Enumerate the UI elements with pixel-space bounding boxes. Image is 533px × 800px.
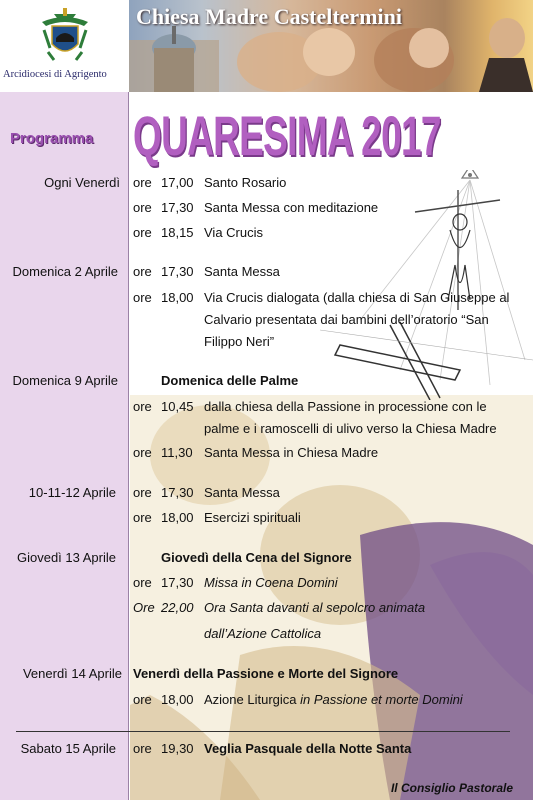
event-text: Via Crucis: [204, 225, 264, 240]
coat-of-arms-icon: [40, 8, 90, 63]
diocese-name: Arcidiocesi di Agrigento: [3, 69, 107, 80]
signature: Il Consiglio Pastorale: [390, 781, 513, 795]
event-text: [204, 692, 463, 708]
day-heading: Venerdì della Passione e Morte del Signore: [133, 666, 399, 681]
ore-label: ore: [133, 225, 152, 240]
event-time: 18,00: [161, 510, 194, 525]
event-text: Veglia Pasquale della Notte Santa: [204, 741, 412, 756]
ore-label: ore: [133, 290, 152, 305]
ore-label: ore: [133, 399, 152, 414]
event-time: 17,30: [161, 485, 194, 500]
event-time: 22,00: [161, 600, 194, 615]
event-time: 18,00: [161, 290, 194, 305]
event-text: Santa Messa: [204, 264, 280, 279]
event-time: 19,30: [161, 741, 194, 756]
ore-label: ore: [133, 692, 152, 707]
ore-label: ore: [133, 200, 152, 215]
event-text: Santo Rosario: [204, 175, 287, 190]
event-time: 17,30: [161, 264, 194, 279]
event-text-italic: in Passione et morte Domini: [300, 692, 463, 707]
church-name: Chiesa Madre Casteltermini: [136, 4, 402, 29]
event-time: 18,15: [161, 225, 194, 240]
day-heading: Giovedì della Cena del Signore: [161, 550, 352, 565]
programma-label: Programma: [10, 130, 94, 147]
ore-label: ore: [133, 264, 152, 279]
left-column: [0, 92, 129, 800]
ore-label: ore: [133, 485, 152, 500]
event-time: 18,00: [161, 692, 194, 707]
event-text: dall’Azione Cattolica: [204, 626, 322, 641]
ore-label: ore: [133, 741, 152, 756]
divider: [16, 731, 510, 732]
event-text: Santa Messa: [204, 485, 280, 500]
header: [0, 0, 533, 92]
day-label: Venerdì 14 Aprile: [22, 666, 122, 681]
diocese-logo: [0, 0, 129, 92]
day-label: 10-11-12 Aprile: [28, 485, 116, 500]
event-time: 11,30: [161, 445, 193, 460]
day-heading: Domenica delle Palme: [161, 373, 299, 388]
event-text: palme e i ramoscelli di ulivo verso la Chiesa Madre: [204, 421, 497, 436]
event-text: Esercizi spirituali: [204, 510, 301, 525]
ore-label: ore: [133, 175, 152, 190]
ore-label: ore: [133, 510, 152, 525]
ore-label: ore: [133, 575, 152, 590]
event-text: Santa Messa in Chiesa Madre: [204, 445, 379, 460]
event-time: 17,30: [161, 200, 194, 215]
page-title: QUARESIMA 2017: [133, 104, 441, 167]
header-banner: [129, 0, 533, 92]
event-text: Calvario presentata dai bambini dell’oratorio “San: [204, 312, 489, 327]
day-label: Sabato 15 Aprile: [20, 741, 116, 756]
event-time: 10,45: [161, 399, 194, 414]
event-time: 17,00: [161, 175, 194, 190]
day-label: Domenica 9 Aprile: [12, 373, 118, 388]
event-text: dalla chiesa della Passione in processione con le: [204, 399, 487, 414]
day-label: Ogni Venerdì: [44, 175, 120, 190]
event-time: 17,30: [161, 575, 194, 590]
event-text: Missa in Coena Domini: [204, 575, 338, 590]
day-label: Giovedì 13 Aprile: [16, 550, 116, 565]
event-text: Filippo Neri”: [204, 334, 275, 349]
event-text: Ora Santa davanti al sepolcro animata: [204, 600, 426, 615]
event-text: Santa Messa con meditazione: [204, 200, 379, 215]
ore-label: Ore: [133, 600, 155, 615]
event-text-plain: Azione Liturgica: [204, 692, 301, 707]
day-label: Domenica 2 Aprile: [12, 264, 118, 279]
event-text: Via Crucis dialogata (dalla chiesa di San Giuseppe al: [204, 290, 510, 305]
ore-label: ore: [133, 445, 152, 460]
